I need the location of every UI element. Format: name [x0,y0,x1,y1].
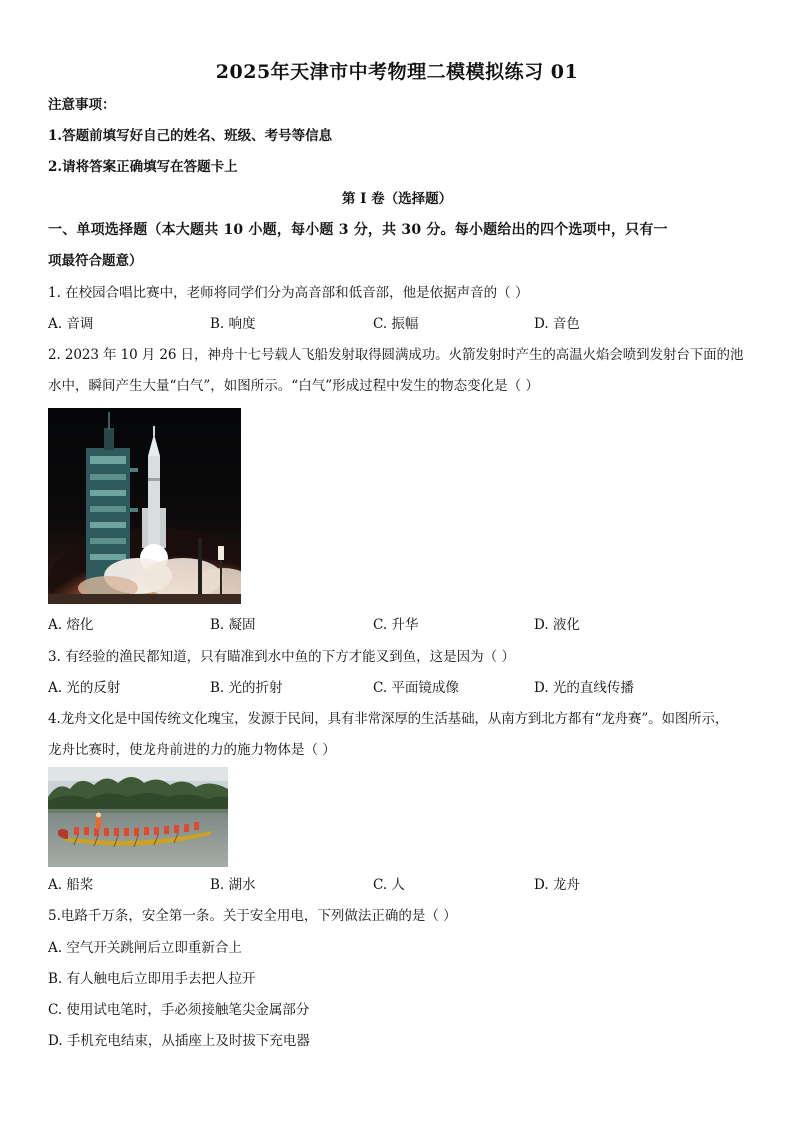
q5-stem: 5.电路千万条，安全第一条。关于安全用电，下列做法正确的是（ ） [48,908,457,924]
q3-option-d[interactable]: D. 光的直线传播 [534,680,634,696]
q2-option-a[interactable]: A. 熔化 [48,617,94,633]
q3-stem: 3. 有经验的渔民都知道，只有瞄准到水中鱼的下方才能叉到鱼，这是因为（ ） [48,649,515,665]
notice-item-2: 2.请将答案正确填写在答题卡上 [48,159,238,175]
q4-option-b[interactable]: B. 湖水 [210,877,256,893]
q1-option-b[interactable]: B. 响度 [210,316,256,332]
q2-stem-line1: 2. 2023 年 10 月 26 日，神舟十七号载人飞船发射取得圆满成功。火箭发射时产生的高温火焰会喷到发射台下面的池 [48,347,744,363]
part1-instruction-line1: 一、单项选择题（本大题共 10 小题，每小题 3 分，共 30 分。每小题给出的四个选项中，只有一 [48,222,668,238]
q5-option-d[interactable]: D. 手机充电结束，从插座上及时拔下充电器 [48,1033,310,1049]
q4-option-d[interactable]: D. 龙舟 [534,877,580,893]
notice-heading: 注意事项： [48,97,116,113]
q3-option-b[interactable]: B. 光的折射 [210,680,283,696]
dragon-boat-photo [48,767,228,867]
q1-option-d[interactable]: D. 音色 [534,316,580,332]
q4-option-c[interactable]: C. 人 [373,877,405,893]
q5-option-b[interactable]: B. 有人触电后立即用手去把人拉开 [48,971,256,987]
q2-stem-line2: 水中，瞬间产生大量“白气”，如图所示。“白气”形成过程中发生的物态变化是（ ） [48,378,539,394]
q3-option-a[interactable]: A. 光的反射 [48,680,121,696]
rocket-launch-photo [48,408,241,604]
q5-option-a[interactable]: A. 空气开关跳闸后立即重新合上 [48,940,242,956]
q2-option-c[interactable]: C. 升华 [373,617,419,633]
q1-stem: 1. 在校园合唱比赛中，老师将同学们分为高音部和低音部，他是依据声音的（ ） [48,285,529,301]
notice-item-1: 1.答题前填写好自己的姓名、班级、考号等信息 [48,128,333,144]
q2-option-b[interactable]: B. 凝固 [210,617,256,633]
q3-option-c[interactable]: C. 平面镜成像 [373,680,459,696]
exam-title: 2025年天津市中考物理二模模拟练习 01 [215,61,579,83]
q4-stem-line1: 4.龙舟文化是中国传统文化瑰宝，发源于民间，具有非常深厚的生活基础，从南方到北方都有“龙舟赛”。如图所示， [48,711,729,727]
q2-option-d[interactable]: D. 液化 [534,617,580,633]
q4-option-a[interactable]: A. 船桨 [48,877,94,893]
section-title: 第 I 卷（选择题） [341,191,453,207]
q4-stem-line2: 龙舟比赛时，使龙舟前进的力的施力物体是（ ） [48,742,336,758]
q1-option-c[interactable]: C. 振幅 [373,316,419,332]
part1-instruction-line2: 项最符合题意） [48,253,143,269]
q5-option-c[interactable]: C. 使用试电笔时，手必须接触笔尖金属部分 [48,1002,310,1018]
q1-option-a[interactable]: A. 音调 [48,316,94,332]
